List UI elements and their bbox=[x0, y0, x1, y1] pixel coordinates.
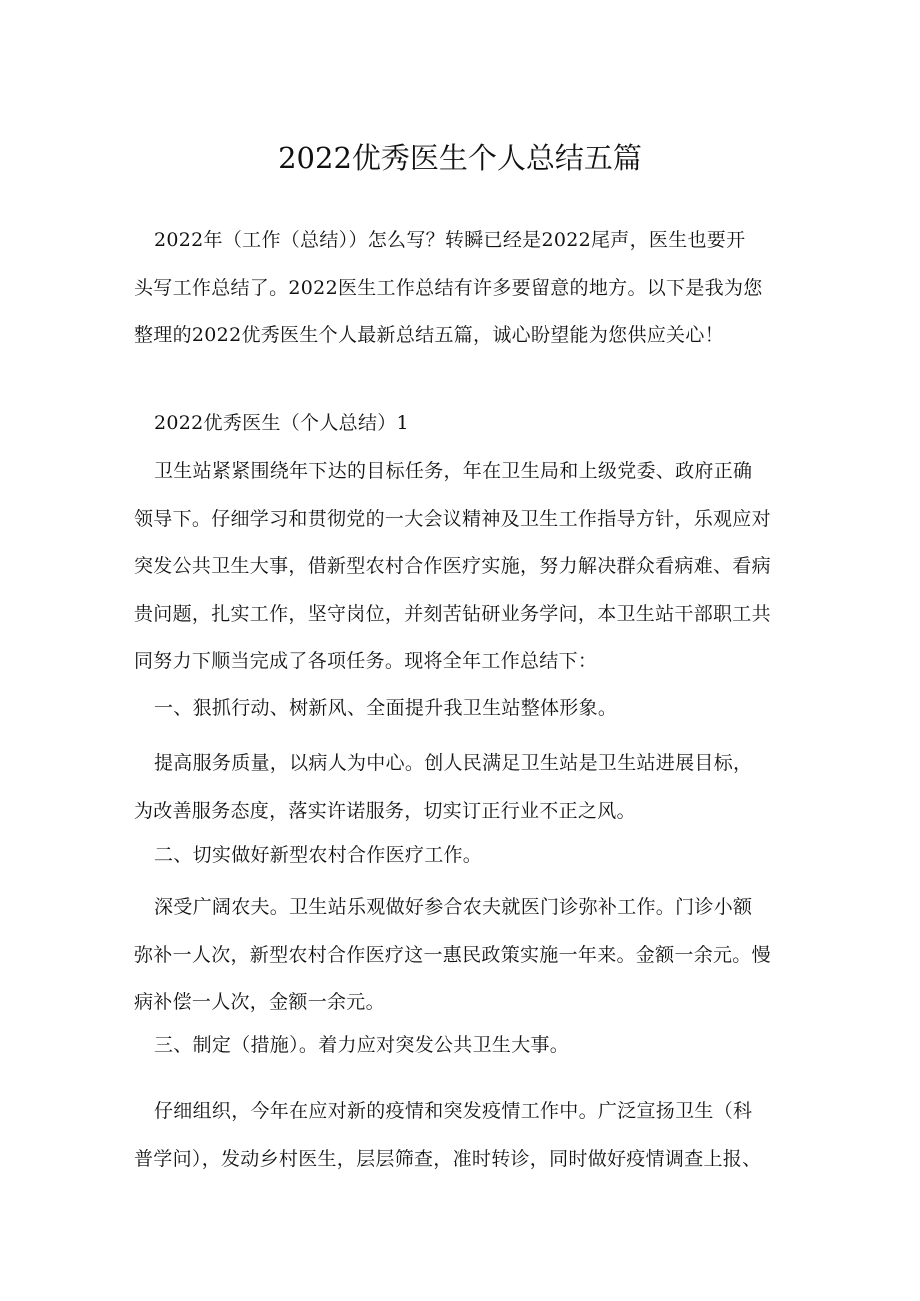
document-title: 2022优秀医生个人总结五篇 bbox=[278, 141, 642, 175]
text-line: 提高服务质量，以病人为中心。创人民满足卫生站是卫生站进展目标， bbox=[154, 752, 753, 774]
text-line: 仔细组织，今年在应对新的疫情和突发疫情工作中。广泛宣扬卫生（科 bbox=[154, 1100, 753, 1122]
text-line: 一、狠抓行动、树新风、全面提升我卫生站整体形象。 bbox=[154, 697, 618, 719]
text-line: 二、切实做好新型农村合作医疗工作。 bbox=[154, 844, 483, 866]
text-line: 普学问），发动乡村医生，层层筛查，准时转诊，同时做好疫情调查上报、 bbox=[134, 1147, 762, 1170]
text-line: 深受广阔农夫。卫生站乐观做好参合农夫就医门诊弥补工作。门诊小额 bbox=[154, 896, 753, 918]
text-line: 卫生站紧紧围绕年下达的目标任务，年在卫生局和上级党委、政府正确 bbox=[154, 460, 753, 482]
text-line: 2022年（工作（总结））怎么写？转瞬已经是2022尾声，医生也要开 bbox=[154, 229, 746, 251]
text-line: 整理的2022优秀医生个人最新总结五篇，诚心盼望能为您供应关心！ bbox=[134, 324, 724, 346]
text-line: 病补偿一人次，金额一余元。 bbox=[134, 991, 385, 1013]
intro-paragraph bbox=[134, 217, 794, 360]
text-line: 弥补一人次，新型农村合作医疗这一惠民政策实施一年来。金额一余元。慢 bbox=[134, 943, 771, 966]
point-2-heading bbox=[134, 832, 794, 880]
text-line: 突发公共卫生大事，借新型农村合作医疗实施，努力解决群众看病难、看病 bbox=[134, 555, 771, 577]
section-heading bbox=[134, 400, 794, 448]
text-line: 贵问题，扎实工作，坚守岗位，并刻苦钻研业务学问，本卫生站干部职工共 bbox=[134, 602, 771, 625]
text-line: 2022优秀医生（个人总结）1 bbox=[154, 412, 409, 434]
point-1-heading bbox=[134, 685, 794, 733]
point-1-body bbox=[134, 740, 794, 835]
point-3-body bbox=[134, 1088, 794, 1183]
paragraph-1 bbox=[134, 448, 794, 686]
text-line: 头写工作总结了。2022医生工作总结有许多要留意的地方。以下是我为您 bbox=[134, 276, 763, 299]
text-line: 为改善服务态度，落实许诺服务，切实订正行业不正之风。 bbox=[134, 799, 636, 822]
point-2-body bbox=[134, 884, 794, 1027]
text-line: 领导下。仔细学习和贯彻党的一大会议精神及卫生工作指导方针，乐观应对 bbox=[134, 507, 771, 530]
text-line: 同努力下顺当完成了各项任务。现将全年工作总结下： bbox=[134, 650, 598, 672]
point-3-heading bbox=[134, 1022, 794, 1070]
text-line: 三、制定（措施）。着力应对突发公共卫生大事。 bbox=[154, 1034, 570, 1056]
